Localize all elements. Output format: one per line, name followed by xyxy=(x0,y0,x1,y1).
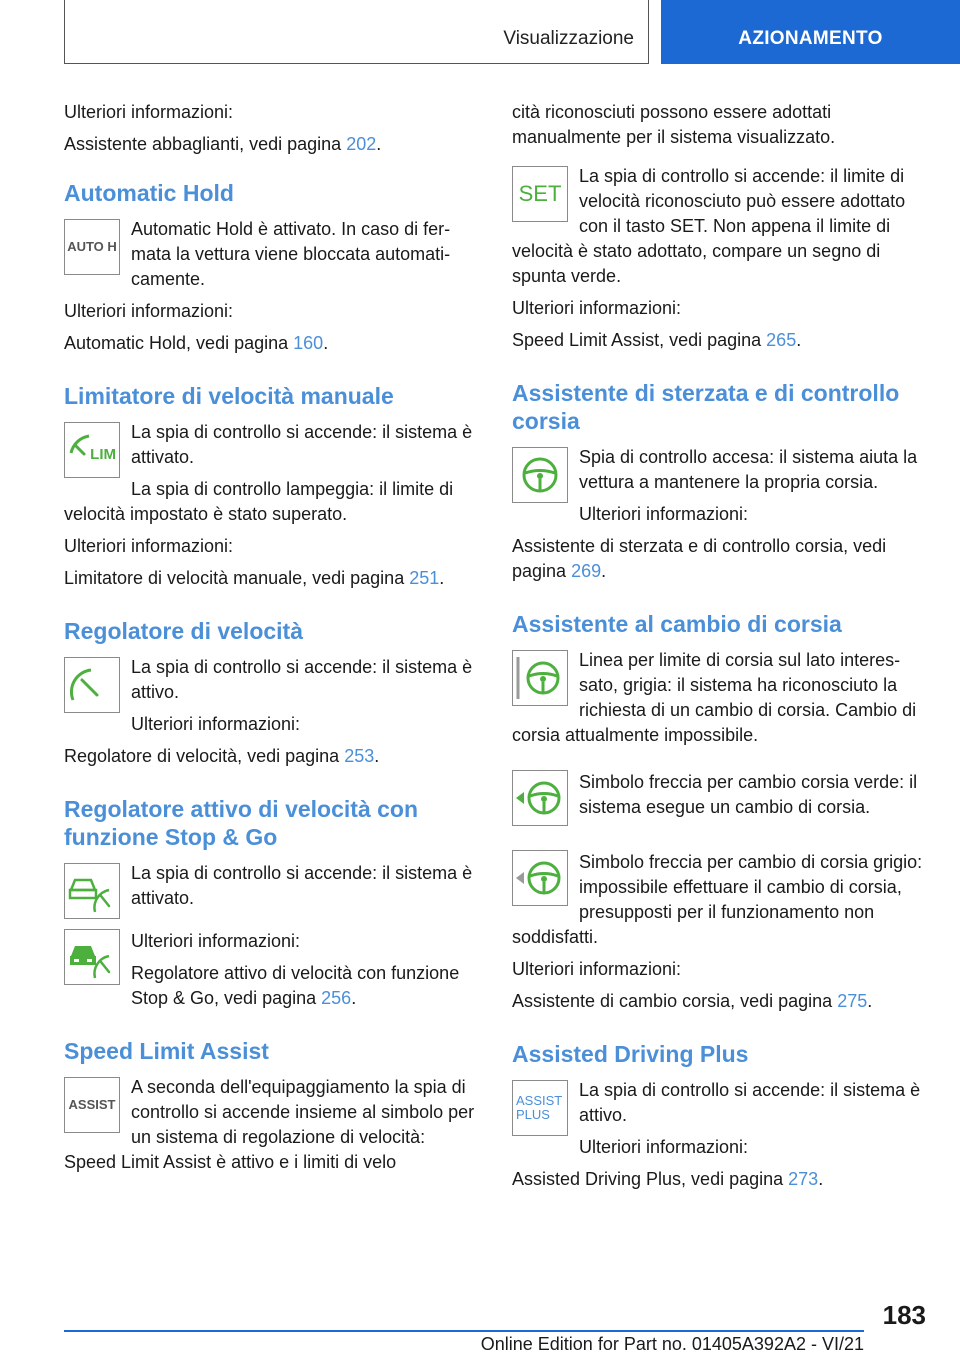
limiter-icon-label: LIM xyxy=(90,446,116,463)
section-heading-speed-limit-assist: Speed Limit Assist xyxy=(64,1038,269,1064)
cross-reference: Assistente abbaglianti, vedi pagina 202. xyxy=(64,134,382,154)
page-link[interactable]: 269 xyxy=(571,561,602,581)
acc-active-icon xyxy=(64,929,120,985)
more-info-label: Ulteriori informazioni: xyxy=(131,931,301,951)
reference-text: Speed Limit Assist, vedi pagina xyxy=(512,330,762,350)
reference-text: Assistente di cambio corsia, vedi pagina xyxy=(512,991,833,1011)
reference-text: Assistente di sterzata e di controllo corsia, vedi pagina xyxy=(512,536,887,581)
page-link[interactable]: 275 xyxy=(837,991,868,1011)
more-info-label: Ulteriori informazioni: xyxy=(579,504,749,524)
page-link[interactable]: 256 xyxy=(321,988,352,1008)
more-info-label: Ulteriori informazioni: xyxy=(512,959,682,979)
reference-text: Regolatore di velocità, vedi pagina xyxy=(64,746,340,766)
more-info-label: Ulteriori informazioni: xyxy=(64,536,234,556)
acc-icon xyxy=(64,863,120,919)
more-info-label: Ulteriori informazioni: xyxy=(131,714,301,734)
speed-limiter-icon xyxy=(64,422,120,478)
auto-hold-icon xyxy=(64,219,120,275)
page-link[interactable]: 251 xyxy=(409,568,440,588)
assist-icon-label: ASSIST xyxy=(68,1097,116,1112)
paragraph: Automatic Hold è attivato. In caso di fermata la vettura viene bloccata automaticamente. xyxy=(131,219,451,289)
paragraph: Linea per limite di corsia sul lato interessato, grigia: il sistema ha riconosciuto la richiesta di un cambio di corsia. Cambio di corsia attualmente impossibile. xyxy=(512,650,917,745)
page-header xyxy=(0,0,960,66)
section-title: Visualizzazione xyxy=(503,28,634,49)
paragraph: La spia di controllo si accende: il sistema è attivo. xyxy=(579,1080,921,1125)
chapter-tab: AZIONAMENTO xyxy=(661,0,960,64)
cruise-gauge-icon xyxy=(65,658,119,712)
cross-reference: Limitatore di velocità manuale, vedi pagina 251. xyxy=(64,568,445,588)
page-number: 183 xyxy=(882,1300,926,1330)
paragraph: A seconda dell'equipaggiamento la spia di controllo si accende insieme al simbolo per un sistema di regolazione di velocità: Speed Limit Assist è attivo e i limiti di velo xyxy=(64,1077,475,1172)
assisted-driving-plus-icon xyxy=(512,1080,568,1136)
cross-reference: Regolatore di velocità, vedi pagina 253. xyxy=(64,746,380,766)
page-link[interactable]: 202 xyxy=(346,134,377,154)
section-heading-lane-change-assist: Assistente al cambio di corsia xyxy=(512,611,842,637)
lane-change-grey-line-icon xyxy=(512,650,568,706)
speed-limit-assist-icon xyxy=(64,1077,120,1133)
reference-text: Assisted Driving Plus, vedi pagina xyxy=(512,1169,784,1189)
steering-wheel-lane-line-icon xyxy=(513,651,567,705)
reference-text: Automatic Hold, vedi pagina xyxy=(64,333,289,353)
paragraph: La spia di controllo si accende: il sistema è attivato. xyxy=(131,863,473,908)
section-heading-steering-lane-assist: Assistente di sterzata e di controllo corsia xyxy=(512,380,900,434)
assist-plus-line-1: ASSIST xyxy=(516,1093,563,1108)
right-column xyxy=(512,100,930,1192)
more-info-label: Ulteriori informazioni: xyxy=(579,1137,749,1157)
assist-plus-icon-label xyxy=(513,1081,567,1135)
steering-wheel-arrow-green-icon xyxy=(513,771,567,825)
acc-car-gauge-icon xyxy=(65,864,119,918)
reference-text: Limitatore di velocità manuale, vedi pagina xyxy=(64,568,405,588)
cross-reference: Assistente di sterzata e di controllo corsia, vedi pagina 269. xyxy=(512,536,887,581)
acc-car-filled-icon xyxy=(65,930,119,984)
cross-reference: Regolatore attivo di velocità con funzione Stop & Go, vedi pagina 256. xyxy=(131,963,460,1008)
lane-change-grey-arrow-icon xyxy=(512,850,568,906)
reference-text: Regolatore attivo di velocità con funzione Stop & Go, vedi pagina xyxy=(131,963,460,1008)
paragraph: Spia di controllo accesa: il sistema aiuta la vettura a mantenere la propria corsia. xyxy=(579,447,918,492)
section-heading-automatic-hold: Automatic Hold xyxy=(64,180,234,206)
page-link[interactable]: 253 xyxy=(344,746,375,766)
paragraph: Simbolo freccia per cambio di corsia grigio: impossibile effettuare il cambio di corsia, presupposti per il funzionamento non soddisfatti. xyxy=(512,852,923,947)
cruise-control-icon xyxy=(64,657,120,713)
page-link[interactable]: 265 xyxy=(766,330,797,350)
section-heading-assisted-driving-plus: Assisted Driving Plus xyxy=(512,1041,749,1067)
assist-plus-line-2: PLUS xyxy=(516,1107,550,1122)
paragraph: La spia di controllo si accende: il limite di velocità riconosciuto può essere adottato con il tasto SET. Non appena il limite di velocità è stato adottato, compare un segno di spunta verde. xyxy=(512,166,906,286)
set-icon-label: SET xyxy=(518,181,562,206)
section-heading-active-cruise-control: Regolatore attivo di velocità con funzione Stop & Go xyxy=(64,796,419,850)
paragraph: La spia di controllo lampeggia: il limite di velocità impostato è stato superato. xyxy=(64,479,454,524)
paragraph: cità riconosciuti possono essere adottati manualmente per il sistema visualizzato. xyxy=(512,102,836,147)
more-info-label: Ulteriori informazioni: xyxy=(64,301,234,321)
cross-reference: Automatic Hold, vedi pagina 160. xyxy=(64,333,329,353)
page-link[interactable]: 160 xyxy=(293,333,324,353)
paragraph: La spia di controllo si accende: il sistema è attivo. xyxy=(131,657,473,702)
more-info-label: Ulteriori informazioni: xyxy=(512,298,682,318)
more-info-label: Ulteriori informazioni: xyxy=(64,102,234,122)
paragraph: La spia di controllo si accende: il sistema è attivato. xyxy=(131,422,473,467)
steering-wheel-arrow-grey-icon xyxy=(513,851,567,905)
paragraph: Simbolo freccia per cambio corsia verde: il sistema esegue un cambio di corsia. xyxy=(579,772,918,817)
reference-text: Assistente abbaglianti, vedi pagina xyxy=(64,134,342,154)
footer-divider xyxy=(64,1330,864,1332)
section-heading-cruise-control: Regolatore di velocità xyxy=(64,618,304,644)
auto-hold-icon-label: AUTO H xyxy=(67,239,117,254)
page-link[interactable]: 273 xyxy=(788,1169,819,1189)
cross-reference: Assisted Driving Plus, vedi pagina 273. xyxy=(512,1169,824,1189)
steering-wheel-green-icon xyxy=(513,448,567,502)
cross-reference: Assistente di cambio corsia, vedi pagina 275. xyxy=(512,991,873,1011)
section-tab xyxy=(64,0,649,64)
steering-wheel-icon xyxy=(512,447,568,503)
section-heading-speed-limiter: Limitatore di velocità manuale xyxy=(64,383,394,409)
set-icon xyxy=(512,166,568,222)
edition-note: Online Edition for Part no. 01405A392A2 - VI/21 xyxy=(480,1334,864,1354)
left-column xyxy=(64,100,482,1175)
lane-change-green-arrow-icon xyxy=(512,770,568,826)
cross-reference: Speed Limit Assist, vedi pagina 265. xyxy=(512,330,802,350)
